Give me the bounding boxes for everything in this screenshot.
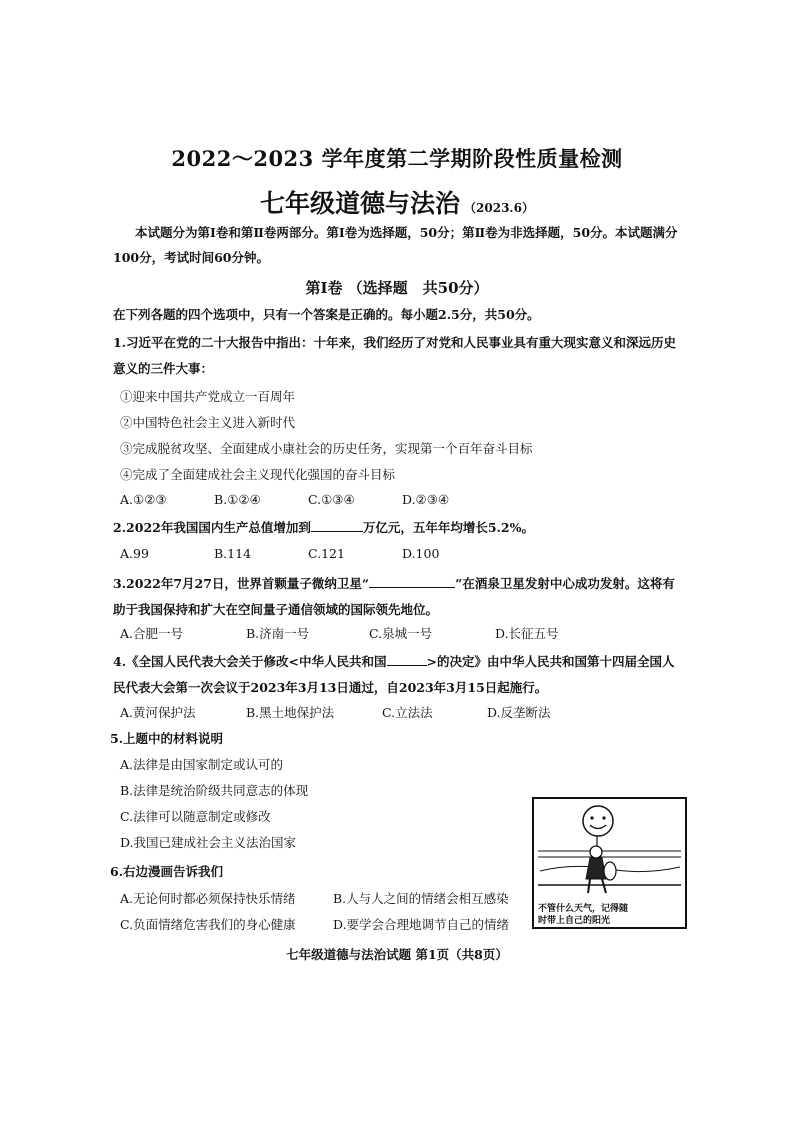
q3-option-d: D.长征五号 bbox=[495, 626, 559, 641]
q1-option-c: C.①③④ bbox=[308, 492, 355, 507]
q5-option-d: D.我国已建成社会主义法治国家 bbox=[120, 835, 297, 850]
q6-option-d: D.要学会合理地调节自己的情绪 bbox=[333, 917, 510, 932]
q5-option-a: A.法律是由国家制定或认可的 bbox=[120, 757, 284, 772]
person-head-icon bbox=[590, 846, 602, 858]
q3-text-after: ”在酒泉卫星发射中心成功发射。这将有助于我国保持和扩大在空间量子通信领域的国际领先地位。 bbox=[113, 576, 675, 617]
cartoon-caption-line-2: 时带上自己的阳光 bbox=[538, 916, 611, 926]
cartoon-figure bbox=[532, 797, 687, 929]
q2-text-after: 万亿元，五年年均增长5.2%。 bbox=[362, 520, 534, 535]
q2-option-b: B.114 bbox=[214, 546, 252, 561]
q4-option-c: C.立法法 bbox=[382, 705, 433, 720]
q3-option-a: A.合肥一号 bbox=[120, 626, 184, 641]
q3-option-b: B.济南一号 bbox=[246, 626, 310, 641]
section-heading: 第Ⅰ卷 （选择题 共50分） bbox=[305, 279, 489, 297]
exam-date: （2023.6） bbox=[464, 201, 534, 215]
q5-option-b: B.法律是统治阶级共同意志的体现 bbox=[120, 783, 309, 798]
q4-option-a: A.黄河保护法 bbox=[120, 705, 196, 720]
q4-text-before: 4.《全国人民代表大会关于修改<中华人民共和国 bbox=[113, 654, 387, 669]
question-6-stem: 6.右边漫画告诉我们 bbox=[110, 864, 224, 879]
question-3-stem bbox=[113, 571, 683, 623]
page-footer: 七年级道德与法治试题 第1页（共8页） bbox=[286, 947, 508, 962]
q1-item-3: ③完成脱贫攻坚、全面建成小康社会的历史任务，实现第一个百年奋斗目标 bbox=[120, 441, 533, 456]
q1-item-4: ④完成了全面建成社会主义现代化强国的奋斗目标 bbox=[120, 467, 396, 482]
q2-option-d: D.100 bbox=[402, 546, 440, 561]
q4-text-after: >的决定》由中华人民共和国第十四届全国人民代表大会第一次会议于2023年3月13日通过，自2023年3月15日起施行。 bbox=[113, 654, 675, 695]
q4-option-b: B.黑土地保护法 bbox=[246, 705, 335, 720]
q5-option-c: C.法律可以随意制定或修改 bbox=[120, 809, 271, 824]
q2-option-a: A.99 bbox=[120, 546, 149, 561]
q3-text-before: 3.2022年7月27日，世界首颗量子微纳卫星“ bbox=[113, 576, 370, 591]
q1-option-a: A.①②③ bbox=[120, 492, 167, 507]
q2-answer-blank bbox=[311, 518, 363, 532]
exam-subtitle-row bbox=[0, 184, 794, 220]
question-4-stem bbox=[113, 649, 683, 701]
exam-subtitle: 七年级道德与法治 bbox=[260, 189, 461, 218]
smiling-sun-icon bbox=[583, 806, 613, 836]
q1-option-b: B.①②④ bbox=[214, 492, 261, 507]
question-2-stem bbox=[113, 518, 534, 536]
q4-option-d: D.反垄断法 bbox=[487, 705, 551, 720]
exam-title: 2022～2023 学年度第二学期阶段性质量检测 bbox=[171, 146, 623, 171]
cartoon-drawing bbox=[534, 799, 685, 899]
q6-option-c: C.负面情绪危害我们的身心健康 bbox=[120, 917, 296, 932]
q3-answer-blank bbox=[369, 574, 455, 588]
q1-option-d: D.②③④ bbox=[402, 492, 450, 507]
q2-option-c: C.121 bbox=[308, 546, 345, 561]
q6-option-b: B.人与人之间的情绪会相互感染 bbox=[333, 891, 509, 906]
q6-option-a: A.无论何时都必须保持快乐情绪 bbox=[120, 891, 296, 906]
section-instructions: 在下列各题的四个选项中，只有一个答案是正确的。每小题2.5分，共50分。 bbox=[113, 307, 540, 322]
q2-text-before: 2.2022年我国国内生产总值增加到 bbox=[113, 520, 311, 535]
cartoon-caption-line-1: 不管什么天气，记得随 bbox=[538, 904, 629, 914]
q4-answer-blank bbox=[387, 652, 427, 666]
exam-intro: 本试题分为第Ⅰ卷和第Ⅱ卷两部分。第Ⅰ卷为选择题，50分；第Ⅱ卷为非选择题，50分。本试题满分100分，考试时间60分钟。 bbox=[113, 225, 678, 265]
q1-item-2: ②中国特色社会主义进入新时代 bbox=[120, 415, 296, 430]
q1-item-1: ①迎来中国共产党成立一百周年 bbox=[120, 389, 296, 404]
question-5-stem: 5.上题中的材料说明 bbox=[110, 731, 224, 746]
question-1-stem: 1.习近平在党的二十大报告中指出：十年来，我们经历了对党和人民事业具有重大现实意义和深远历史意义的三件大事： bbox=[113, 335, 677, 376]
q3-option-c: C.泉城一号 bbox=[369, 626, 433, 641]
